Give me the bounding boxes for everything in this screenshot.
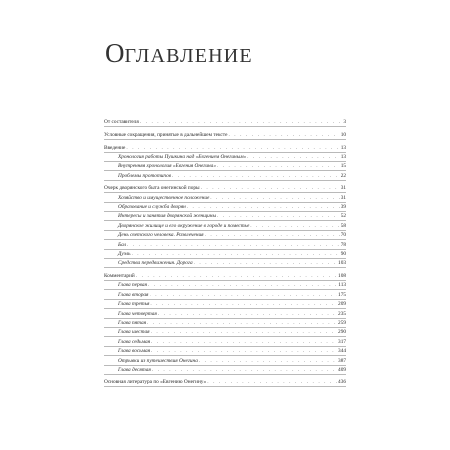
toc-entry [104,203,346,212]
toc-leader-dots [150,292,338,299]
toc-entry-page: 3 [343,119,346,126]
toc-entry-page: 52 [340,213,346,220]
toc-entry [104,240,346,249]
toc-leader-dots [136,273,337,280]
toc-leader-dots [201,185,340,192]
toc-entry [104,259,346,268]
toc-entry-title: Глава вторая [118,291,149,298]
title-rest: ГЛАВЛЕНИЕ [124,45,253,67]
toc-entry-page: 13 [340,153,346,160]
toc-entry-page: 15 [340,163,346,170]
toc-entry-page: 317 [338,338,346,345]
toc-leader-dots [187,204,340,211]
toc-entry-title: Глава шестая [118,329,150,336]
toc-entry-title: Основная литература по «Евгению Онегину» [104,379,207,386]
toc-entry [104,231,346,240]
toc-entry [104,131,346,140]
toc-leader-dots [207,379,337,386]
toc-leader-dots [151,329,337,336]
toc-leader-dots [228,132,339,139]
toc-entry-page: 235 [338,310,346,317]
toc-leader-dots [194,260,337,267]
toc-entry [104,337,346,346]
toc-entry-title: От составителя [104,119,139,126]
toc-leader-dots [217,163,340,170]
toc-entry-page: 387 [338,357,346,364]
toc-entry-page: 113 [338,282,346,289]
toc-leader-dots [250,223,339,230]
toc-entry-title: Глава пятая [118,319,147,326]
toc-leader-dots [199,358,337,365]
toc-entry-page: 31 [340,194,346,201]
toc-entry [104,309,346,318]
toc-entry-title: Введение [104,144,126,151]
toc-entry-page: 290 [338,329,346,336]
toc-entry-title: Проблемы прототипов [118,172,172,179]
toc-entry-page: 90 [340,251,346,258]
toc-entry-title: Глава третья [118,301,150,308]
toc-entry-title: Глава четвертая [118,310,157,317]
toc-leader-dots [152,367,337,374]
toc-entry-page: 103 [338,260,346,267]
toc-entry-title: Бал [118,241,127,248]
toc-leader-dots [247,154,339,161]
toc-entry-title: Очерк дворянского быта онегинской поры [104,185,200,192]
toc-entry-title: Интересы и занятия дворянской женщины [118,213,217,220]
toc-entry-page: 409 [338,366,346,373]
toc-leader-dots [205,232,340,239]
toc-entry-title: Дворянское жилище и его окружение в городе и поместье [118,222,250,229]
toc-entry-title: Глава седьмая [118,338,151,345]
toc-entry [104,221,346,230]
toc-entry-page: 31 [340,185,346,192]
toc-entry-title: Глава первая [118,282,148,289]
toc-leader-dots [148,282,337,289]
toc-entry-page: 22 [340,172,346,179]
toc-entry-title: Глава восьмая [118,348,151,355]
toc-entry-title: Образование и служба дворян [118,204,186,211]
toc-entry [104,212,346,221]
toc-leader-dots [132,251,340,258]
toc-leader-dots [217,213,340,220]
toc-entry-page: 78 [340,241,346,248]
toc-entry-title: Хозяйство и имущественное положение [118,194,210,201]
toc-leader-dots [172,173,340,180]
toc-entry-page: 39 [340,204,346,211]
toc-leader-dots [151,339,337,346]
toc-entry-title: Отрывки из путешествия Онегина [118,357,198,364]
toc-entry [104,171,346,180]
toc-entry-title: Дуэль [118,251,131,258]
toc-entry [104,118,346,127]
toc-entry [104,184,346,193]
toc-entry [104,356,346,365]
toc-leader-dots [126,145,339,152]
toc-entry [104,272,346,281]
toc-entry-page: 259 [338,319,346,326]
toc-entry [104,328,346,337]
toc-entry-page: 209 [338,301,346,308]
toc-entry [104,319,346,328]
toc-entry [104,281,346,290]
toc-entry [104,290,346,299]
toc-entry-title: Глава десятая [118,366,151,373]
toc-leader-dots [158,311,337,318]
toc-entry-title: Внутренняя хронология «Евгения Онегина» [118,163,216,170]
toc-entry-page: 58 [340,222,346,229]
page-title [105,38,253,69]
toc-entry-page: 344 [338,348,346,355]
toc-entry [104,193,346,202]
toc-leader-dots [140,119,343,126]
toc-entry-page: 70 [340,232,346,239]
toc-entry-page: 175 [338,291,346,298]
toc-entry-title: Комментарий [104,273,135,279]
toc-entry [104,300,346,309]
toc-entry [104,162,346,171]
title-initial: О [105,38,125,68]
toc-entry-page: 13 [340,144,346,151]
toc-leader-dots [150,301,337,308]
toc-entry [104,153,346,162]
toc-entry-page: 108 [338,273,346,279]
toc-entry-title: Хронология работы Пушкина над «Евгением Онегиным» [118,153,247,160]
toc-leader-dots [210,195,339,202]
table-of-contents [104,118,346,387]
toc-entry [104,366,346,375]
toc-entry-page: 10 [340,131,346,138]
toc-entry [104,143,346,152]
toc-entry [104,250,346,259]
toc-leader-dots [151,348,337,355]
toc-entry [104,378,346,387]
toc-entry [104,347,346,356]
toc-entry-title: Условные сокращения, принятые в дальнейшем тексте [104,131,228,138]
toc-leader-dots [147,320,337,327]
toc-entry-title: День светского человека. Развлечения [118,232,204,239]
toc-leader-dots [127,242,340,249]
toc-entry-title: Средства передвижения. Дорога [118,260,193,267]
toc-entry-page: 436 [338,379,346,386]
